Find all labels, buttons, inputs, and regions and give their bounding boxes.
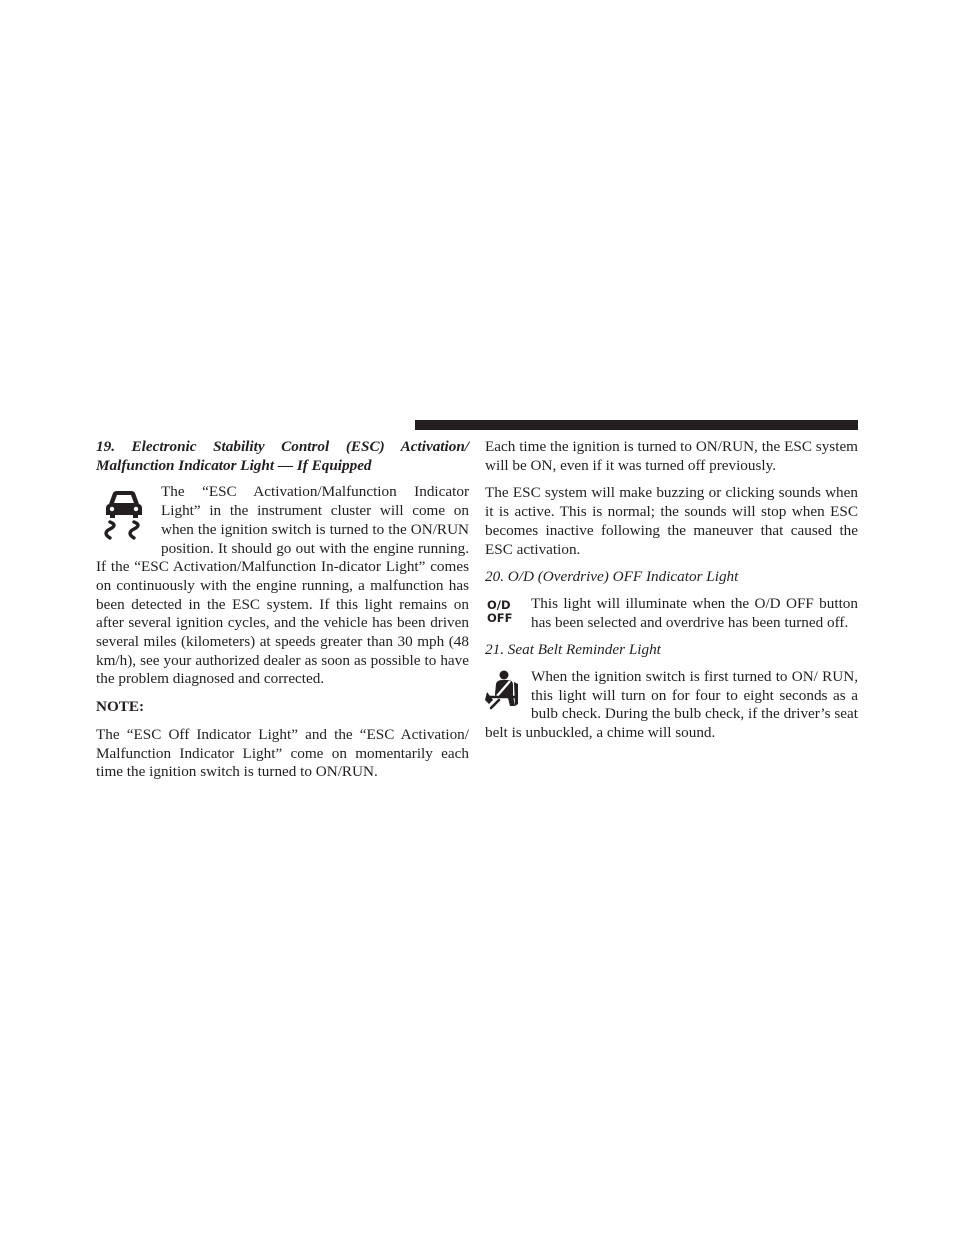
section-20-body: This light will illuminate when the O/D OFF button has been selected and overdrive has been turned off. bbox=[531, 594, 858, 631]
overdrive-off-icon bbox=[485, 597, 521, 627]
od-icon-text-bottom: OFF bbox=[487, 610, 513, 625]
esc-skid-car-icon bbox=[96, 485, 152, 541]
note-body: The “ESC Off Indicator Light” and the “ESC Activation/ Malfunction Indicator Light” come on momentarily each time the ignition switch is turned to ON/RUN. bbox=[96, 725, 469, 781]
esc-on-paragraph: Each time the ignition is turned to ON/RUN, the ESC system will be ON, even if it was turned off previously. bbox=[485, 438, 858, 474]
header-bar bbox=[415, 420, 858, 430]
section-20-heading: 20. O/D (Overdrive) OFF Indicator Light bbox=[485, 568, 739, 586]
od-icon-text-top: O/D bbox=[487, 597, 511, 612]
section-21-heading: 21. Seat Belt Reminder Light bbox=[485, 641, 661, 659]
section-19-content bbox=[96, 483, 469, 689]
right-column bbox=[485, 438, 858, 752]
section-19-body: The “ESC Activation/Malfunction Indicator Light” in the instrument cluster will come on when the ignition switch is turned to the ON/RUN position. It should go out with the engine running. If the “ESC Activation/Malfunction In-dicator Light” comes on continuously with the engine running, a malfunction has been detected in the ESC system. If this light remains on after several ignition cycles, and the vehicle has been driven several miles (kilometers) at speeds greater than 30 mph (48 km/h), see your authorized dealer as soon as possible to have the problem diagnosed and corrected. bbox=[96, 483, 469, 688]
section-20-content bbox=[485, 595, 858, 632]
section-21-content bbox=[485, 668, 858, 743]
left-column bbox=[96, 438, 469, 791]
seat-belt-icon bbox=[485, 670, 521, 710]
section-21-body: When the ignition switch is first turned to ON/ RUN, this light will turn on for four to eight seconds as a bulb check. During the bulb check, if the driver’s seat belt is unbuckled, a chime will sound. bbox=[485, 668, 858, 742]
note-label: NOTE: bbox=[96, 698, 145, 716]
section-19-heading: 19. Electronic Stability Control (ESC) Activation/ Malfunction Indicator Light — If Equipped bbox=[96, 438, 469, 474]
esc-sounds-paragraph: The ESC system will make buzzing or clicking sounds when it is active. This is normal; the sounds will stop when ESC becomes inactive following the maneuver that caused the ESC activation. bbox=[485, 484, 858, 558]
